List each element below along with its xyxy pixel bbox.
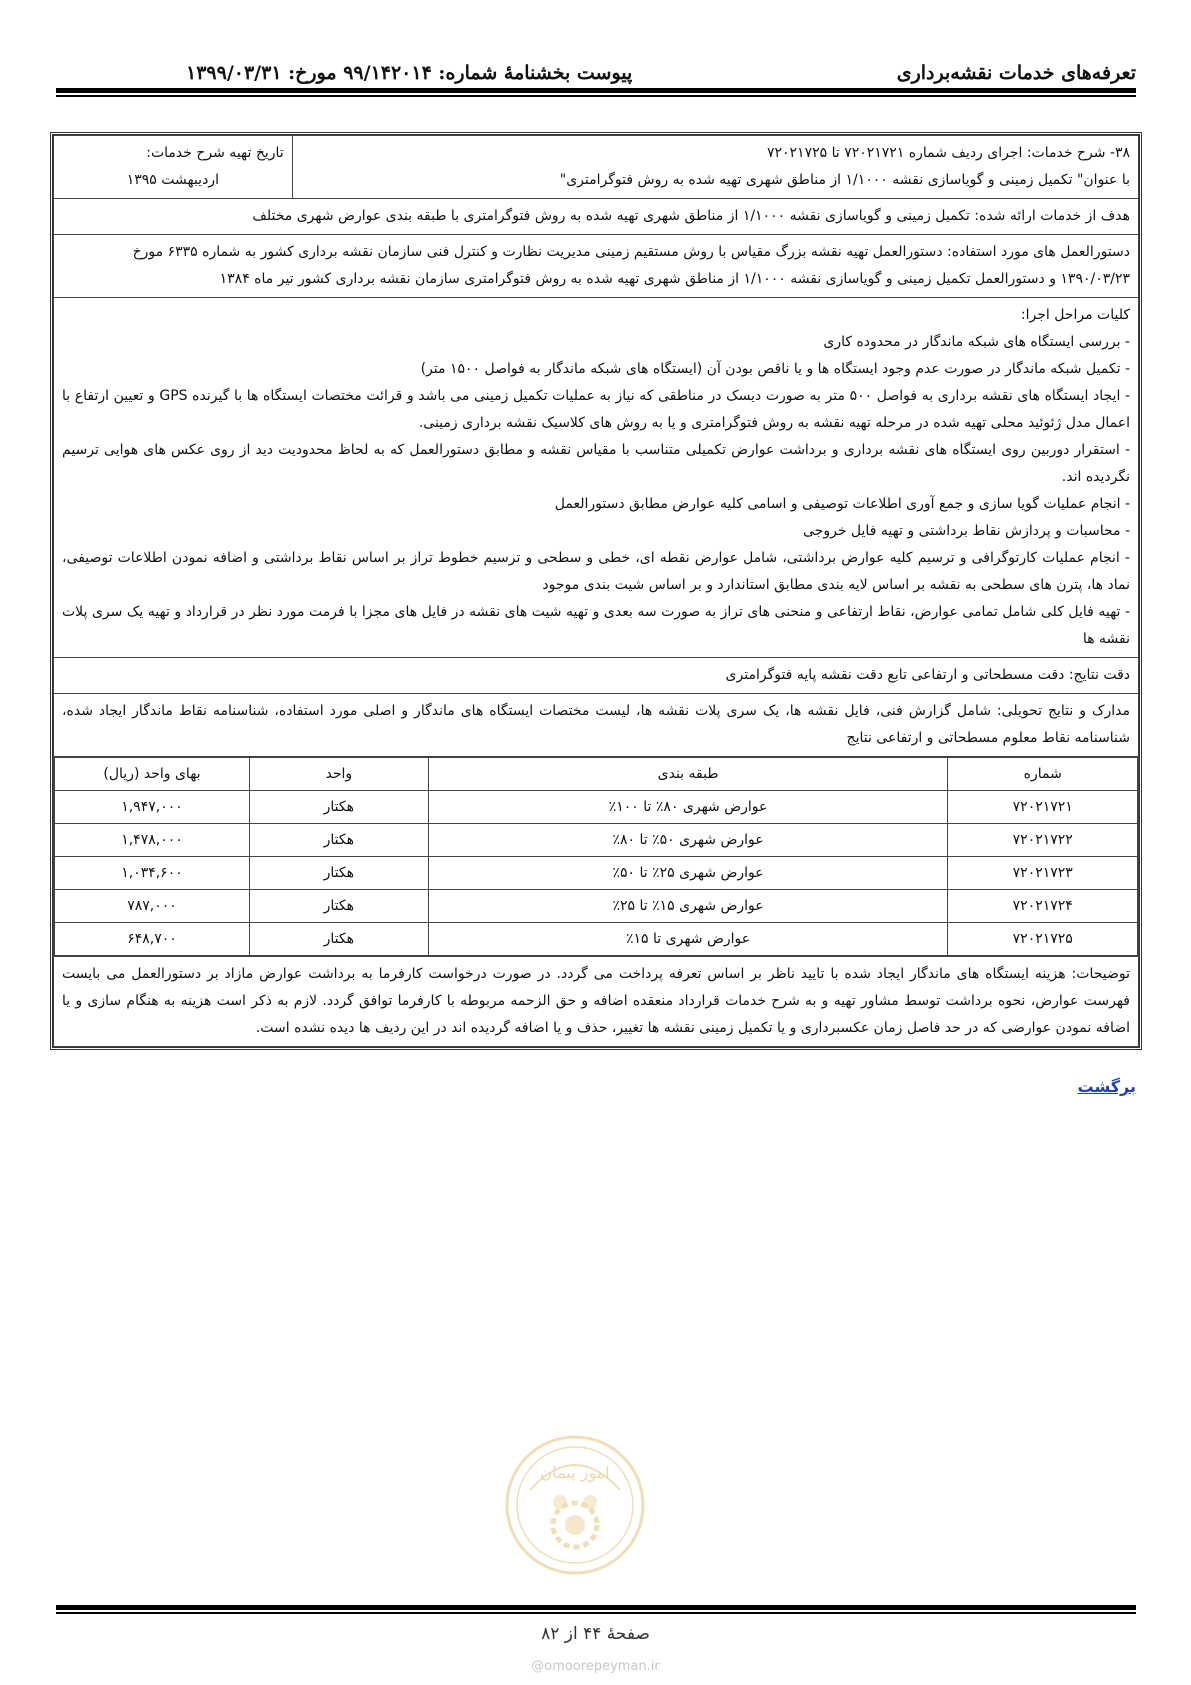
item-unit: هکتار	[249, 857, 428, 890]
accuracy-row	[54, 658, 1139, 694]
price-table	[54, 757, 1138, 956]
site-watermark: @omoorepeyman.ir	[531, 1659, 660, 1674]
seal-text: امور پیمان	[540, 1463, 610, 1482]
item-number: ۷۲۰۲۱۷۲۱	[948, 791, 1138, 824]
service-description-row	[54, 136, 1139, 199]
item-unit: هکتار	[249, 791, 428, 824]
price-table-header	[55, 758, 1138, 791]
item-price: ۷۸۷,۰۰۰	[55, 890, 250, 923]
objective-text: هدف از خدمات ارائه شده: تکمیل زمینی و گویاسازی نقشه ۱/۱۰۰۰ از مناطق شهری تهیه شده به روش فتوگرامتری با طبقه بندی عوارض شهری مختلف	[54, 199, 1139, 235]
document-title: تعرفه‌های خدمات نقشه‌برداری	[896, 62, 1136, 84]
item-category: عوارض شهری ۵۰٪ تا ۸۰٪	[428, 824, 948, 857]
item-number: ۷۲۰۲۱۷۲۵	[948, 923, 1138, 956]
service-date-block	[54, 136, 293, 199]
item-category: عوارض شهری ۲۵٪ تا ۵۰٪	[428, 857, 948, 890]
back-link[interactable]: برگشت	[1077, 1077, 1136, 1096]
steps-row	[54, 298, 1139, 658]
item-price: ۱,۴۷۸,۰۰۰	[55, 824, 250, 857]
item-price: ۱,۰۳۴,۶۰۰	[55, 857, 250, 890]
column-header-price: بهای واحد (ریال)	[55, 758, 250, 791]
footer-rule-thick	[56, 1605, 1136, 1610]
circular-reference: پیوست بخشنامۀ شماره: ۹۹/۱۴۲۰۱۴ مورخ: ۱۳۹۹/۰۳/۳۱	[186, 62, 633, 84]
service-sheet	[50, 132, 1142, 1050]
service-description-line1: ۳۸- شرح خدمات: اجرای ردیف شماره ۷۲۰۲۱۷۲۱ تا ۷۲۰۲۱۷۲۵	[766, 145, 1130, 161]
deliverables-row	[54, 694, 1139, 757]
service-table	[53, 135, 1139, 1047]
page-number: صفحۀ ۴۴ از ۸۲	[541, 1624, 650, 1644]
service-date-label: تاریخ تهیه شرح خدمات:	[146, 145, 284, 161]
notes-text: توضیحات: هزینه ایستگاه های ماندگار ایجاد شده با تایید ناظر بر اساس تعرفه پرداخت می گردد. در صورت درخواست کارفرما به برداشت عوارض مازاد بر دستورالعمل می بایست فهرست عوارض، نحوه برداشت توسط مشاور تهیه و به شرح خدمات قرارداد منعقده اضافه و حق الزحمه مربوطه با کارفرما توافق گردد. لازم به ذکر است هزینه به هنگام سازی و یا اضافه نمودن عوارضی که در حد فاصل زمان عکسبرداری و یا تکمیل زمینی نقشه ها تغییر، حذف و یا اضافه گردیده اند در این ردیف ها دیده نشده است.	[54, 957, 1139, 1047]
instructions-line2: ۱۳۹۰/۰۳/۲۳ و دستورالعمل تکمیل زمینی و گویاسازی نقشه ۱/۱۰۰۰ از مناطق شهری تهیه شده به روش فتوگرامتری سازمان نقشه برداری کشور تیر ماه ۱۳۸۴	[219, 271, 1130, 287]
execution-steps	[54, 298, 1139, 658]
steps-heading: کلیات مراحل اجرا:	[1020, 307, 1130, 323]
item-category: عوارض شهری ۱۵٪ تا ۲۵٪	[428, 890, 948, 923]
accuracy-text: دقت نتایج: دقت مسطحاتی و ارتفاعی تابع دقت نقشه پایه فتوگرامتری	[54, 658, 1139, 694]
table-row	[55, 791, 1138, 824]
price-table-cell	[54, 757, 1139, 957]
item-category: عوارض شهری تا ۱۵٪	[428, 923, 948, 956]
header-rule-thin	[56, 95, 1136, 97]
price-table-row	[54, 757, 1139, 957]
service-date-value: اردیبهشت ۱۳۹۵	[126, 172, 219, 188]
item-number: ۷۲۰۲۱۷۲۴	[948, 890, 1138, 923]
column-header-unit: واحد	[249, 758, 428, 791]
item-category: عوارض شهری ۸۰٪ تا ۱۰۰٪	[428, 791, 948, 824]
item-number: ۷۲۰۲۱۷۲۲	[948, 824, 1138, 857]
watermark-seal-icon	[500, 1430, 650, 1580]
item-number: ۷۲۰۲۱۷۲۳	[948, 857, 1138, 890]
item-unit: هکتار	[249, 890, 428, 923]
step-item: - تکمیل شبکه ماندگار در صورت عدم وجود ایستگاه ها و یا ناقص بودن آن (ایستگاه های شبکه ماندگار به فواصل ۱۵۰۰ متر)	[420, 361, 1130, 377]
table-row	[55, 824, 1138, 857]
deliverables-text: مدارک و نتایج تحویلی: شامل گزارش فنی، فایل نقشه ها، یک سری پلات نقشه ها، لیست مختصات ایستگاه های ماندگار و اصلی مورد استفاده، شناسنامه نقاط ماندگار ایجاد شده، شناسنامه نقاط معلوم مسطحاتی و ارتفاعی نتایج	[54, 694, 1139, 757]
step-item: - استقرار دوربین روی ایستگاه های نقشه برداری و برداشت عوارض تکمیلی متناسب با مقیاس نقشه و مطابق دستورالعمل که به لحاظ محدودیت دید از روی عکس های هوایی ترسیم نگردیده اند.	[62, 442, 1130, 485]
instructions-text	[54, 235, 1139, 298]
step-item: - انجام عملیات کارتوگرافی و ترسیم کلیه عوارض برداشتی، شامل عوارض نقطه ای، خطی و سطحی و ترسیم خطوط تراز بر اساس نقاط برداشتی و اضافه نمودن اطلاعات توصیفی، نماد ها، پترن های سطحی به نقشه بر اساس لایه بندی مطابق استاندارد و بر اساس شیت بندی موجود	[62, 550, 1130, 593]
service-description	[292, 136, 1138, 199]
item-unit: هکتار	[249, 923, 428, 956]
item-unit: هکتار	[249, 824, 428, 857]
footer-rule-thin	[56, 1612, 1136, 1614]
notes-row	[54, 957, 1139, 1047]
instructions-row	[54, 235, 1139, 298]
step-item: - ایجاد ایستگاه های نقشه برداری به فواصل ۵۰۰ متر به صورت دیسک در مناطقی که نیاز به عملیات تکمیل زمینی می باشد و قرائت مختصات ایستگاه ها با گیرنده GPS و تعیین ارتفاع با اعمال مدل ژئوئید محلی تهیه شده در مرحله تهیه نقشه به روش فتوگرامتری و یا به روش های کلاسیک نقشه برداری زمینی.	[62, 388, 1131, 431]
objective-row	[54, 199, 1139, 235]
column-header-number: شماره	[948, 758, 1138, 791]
item-price: ۱,۹۴۷,۰۰۰	[55, 791, 250, 824]
step-item: - تهیه فایل کلی شامل تمامی عوارض، نقاط ارتفاعی و منحنی های تراز به صورت سه بعدی و تهیه شیت های نقشه در فایل های مجزا با فرمت مورد نظر در قرارداد و تهیه یک سری پلات نقشه ها	[62, 604, 1130, 647]
step-item: - محاسبات و پردازش نقاط برداشتی و تهیه فایل خروجی	[803, 523, 1130, 539]
table-row	[55, 923, 1138, 956]
column-header-category: طبقه بندی	[428, 758, 948, 791]
header-rule-thick	[56, 88, 1136, 93]
item-price: ۶۴۸,۷۰۰	[55, 923, 250, 956]
step-item: - بررسی ایستگاه های شبکه ماندگار در محدوده کاری	[823, 334, 1130, 350]
instructions-line1: دستورالعمل های مورد استفاده: دستورالعمل تهیه نقشه بزرگ مقیاس با روش مستقیم زمینی مدیریت نظارت و کنترل فنی سازمان نقشه برداری کشور به شماره ۶۳۳۵ مورخ	[132, 244, 1130, 260]
step-item: - انجام عملیات گویا سازی و جمع آوری اطلاعات توصیفی و اسامی کلیه عوارض مطابق دستورالعمل	[554, 496, 1130, 512]
service-description-line2: با عنوان" تکمیل زمینی و گویاسازی نقشه ۱/۱۰۰۰ از مناطق شهری تهیه شده به روش فتوگرامتری"	[559, 172, 1130, 188]
table-row	[55, 857, 1138, 890]
table-row	[55, 890, 1138, 923]
